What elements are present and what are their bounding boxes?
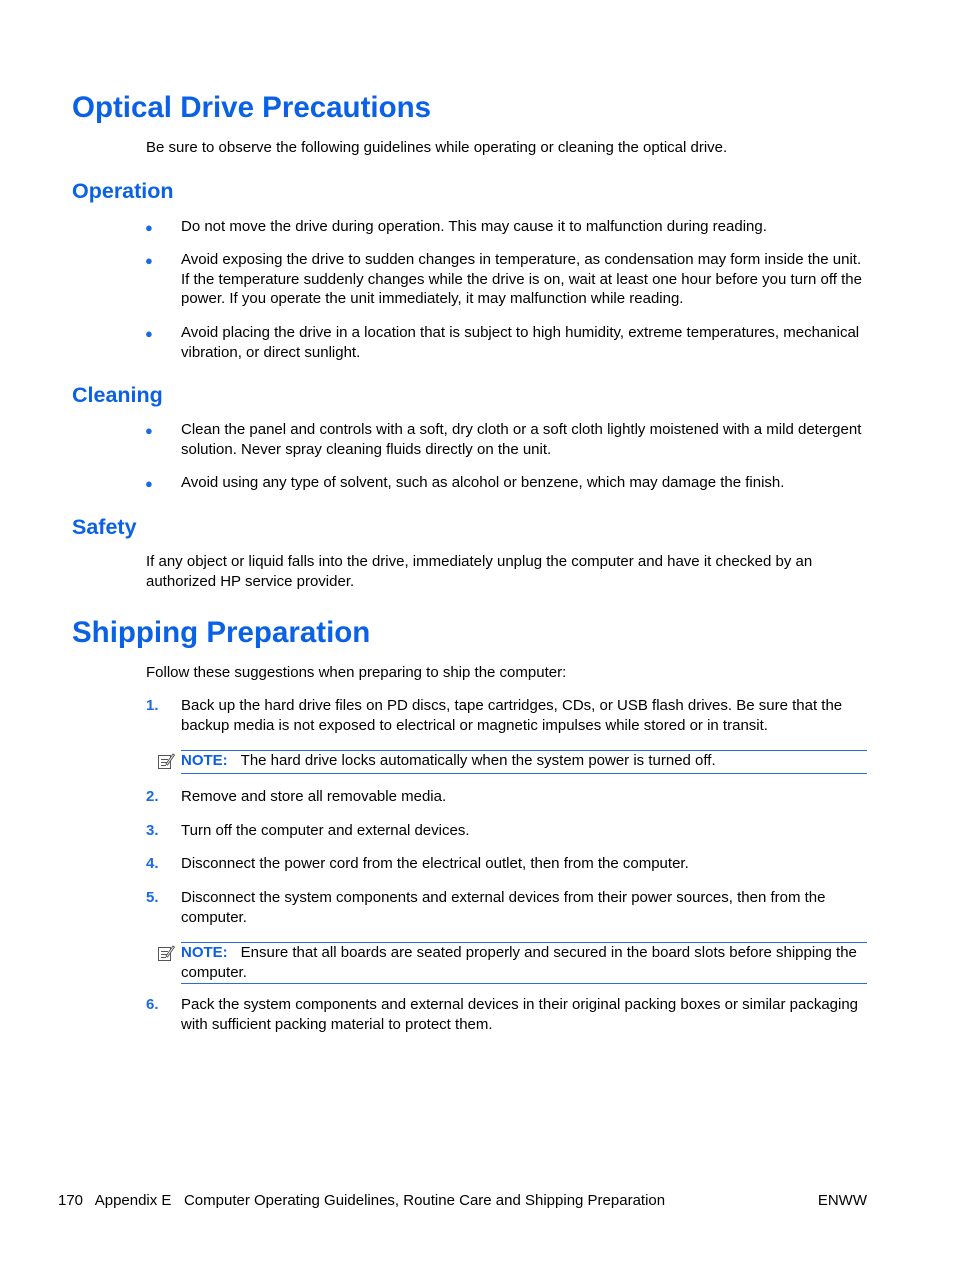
optical-intro: Be sure to observe the following guidelines while operating or cleaning the optical drive.	[146, 139, 728, 156]
shipping-intro: Follow these suggestions when preparing to ship the computer:	[146, 664, 567, 681]
step-number-6: 6.	[146, 996, 159, 1013]
step-text-4: Disconnect the power cord from the electrical outlet, then from the computer.	[181, 855, 689, 872]
note-text-1: The hard drive locks automatically when the system power is turned off.	[240, 752, 716, 769]
footer-locale: ENWW	[817, 1192, 867, 1209]
bullet-icon: ●	[145, 326, 153, 341]
bullet-icon: ●	[145, 220, 153, 235]
footer-chapter: Appendix E	[94, 1192, 172, 1209]
step-number-5: 5.	[146, 889, 159, 906]
step-text-3: Turn off the computer and external devices.	[181, 822, 470, 839]
step-text-6: Pack the system components and external devices in their original packing boxes or similar packaging with sufficient packing material to protect them.	[181, 996, 859, 1033]
operation-item-1: Do not move the drive during operation. This may cause it to malfunction during reading.	[181, 218, 767, 235]
step-number-3: 3.	[146, 822, 159, 839]
footer-chapter-title: Computer Operating Guidelines, Routine Care and Shipping Preparation	[183, 1192, 666, 1209]
note-label: NOTE:	[181, 752, 228, 769]
note-label: NOTE:	[181, 944, 228, 961]
operation-item-2: Avoid exposing the drive to sudden changes in temperature, as condensation may form inside the unit. If the temperature suddenly changes while the drive is on, wait at least one hour before you turn off the power. If you operate the unit immediately, it may malfunction while reading.	[181, 251, 862, 307]
note-box-1	[181, 750, 867, 774]
bullet-icon: ●	[145, 253, 153, 268]
cleaning-item-1: Clean the panel and controls with a soft, dry cloth or a soft cloth lightly moistened with a mild detergent solution. Never spray cleaning fluids directly on the unit.	[181, 421, 862, 458]
safety-text: If any object or liquid falls into the drive, immediately unplug the computer and have it checked by an authorized HP service provider.	[146, 553, 813, 590]
note-icon	[157, 944, 175, 962]
step-text-5: Disconnect the system components and external devices from their power sources, then from the computer.	[181, 889, 826, 926]
note-icon	[157, 752, 175, 770]
footer-left	[58, 1191, 665, 1211]
heading-operation: Operation	[72, 179, 174, 203]
step-number-4: 4.	[146, 855, 159, 872]
step-number-1: 1.	[146, 697, 159, 714]
step-text-1: Back up the hard drive files on PD discs, tape cartridges, CDs, or USB flash drives. Be sure that the backup media is not exposed to electrical or magnetic impulses while stored or in transit.	[181, 697, 843, 734]
cleaning-item-2: Avoid using any type of solvent, such as alcohol or benzene, which may damage the finish.	[181, 474, 785, 491]
note-text-2: Ensure that all boards are seated properly and secured in the board slots before shipping the computer.	[181, 944, 857, 981]
step-text-2: Remove and store all removable media.	[181, 788, 447, 805]
page-title-shipping: Shipping Preparation	[72, 616, 371, 649]
page-title-optical-drive: Optical Drive Precautions	[72, 91, 432, 124]
footer-page-number: 170	[58, 1192, 84, 1209]
step-number-2: 2.	[146, 788, 159, 805]
operation-item-3: Avoid placing the drive in a location that is subject to high humidity, extreme temperatures, mechanical vibration, or direct sunlight.	[181, 324, 860, 361]
note-box-2	[181, 942, 867, 984]
heading-safety: Safety	[72, 515, 137, 539]
heading-cleaning: Cleaning	[72, 383, 163, 407]
bullet-icon: ●	[145, 423, 153, 438]
bullet-icon: ●	[145, 476, 153, 491]
